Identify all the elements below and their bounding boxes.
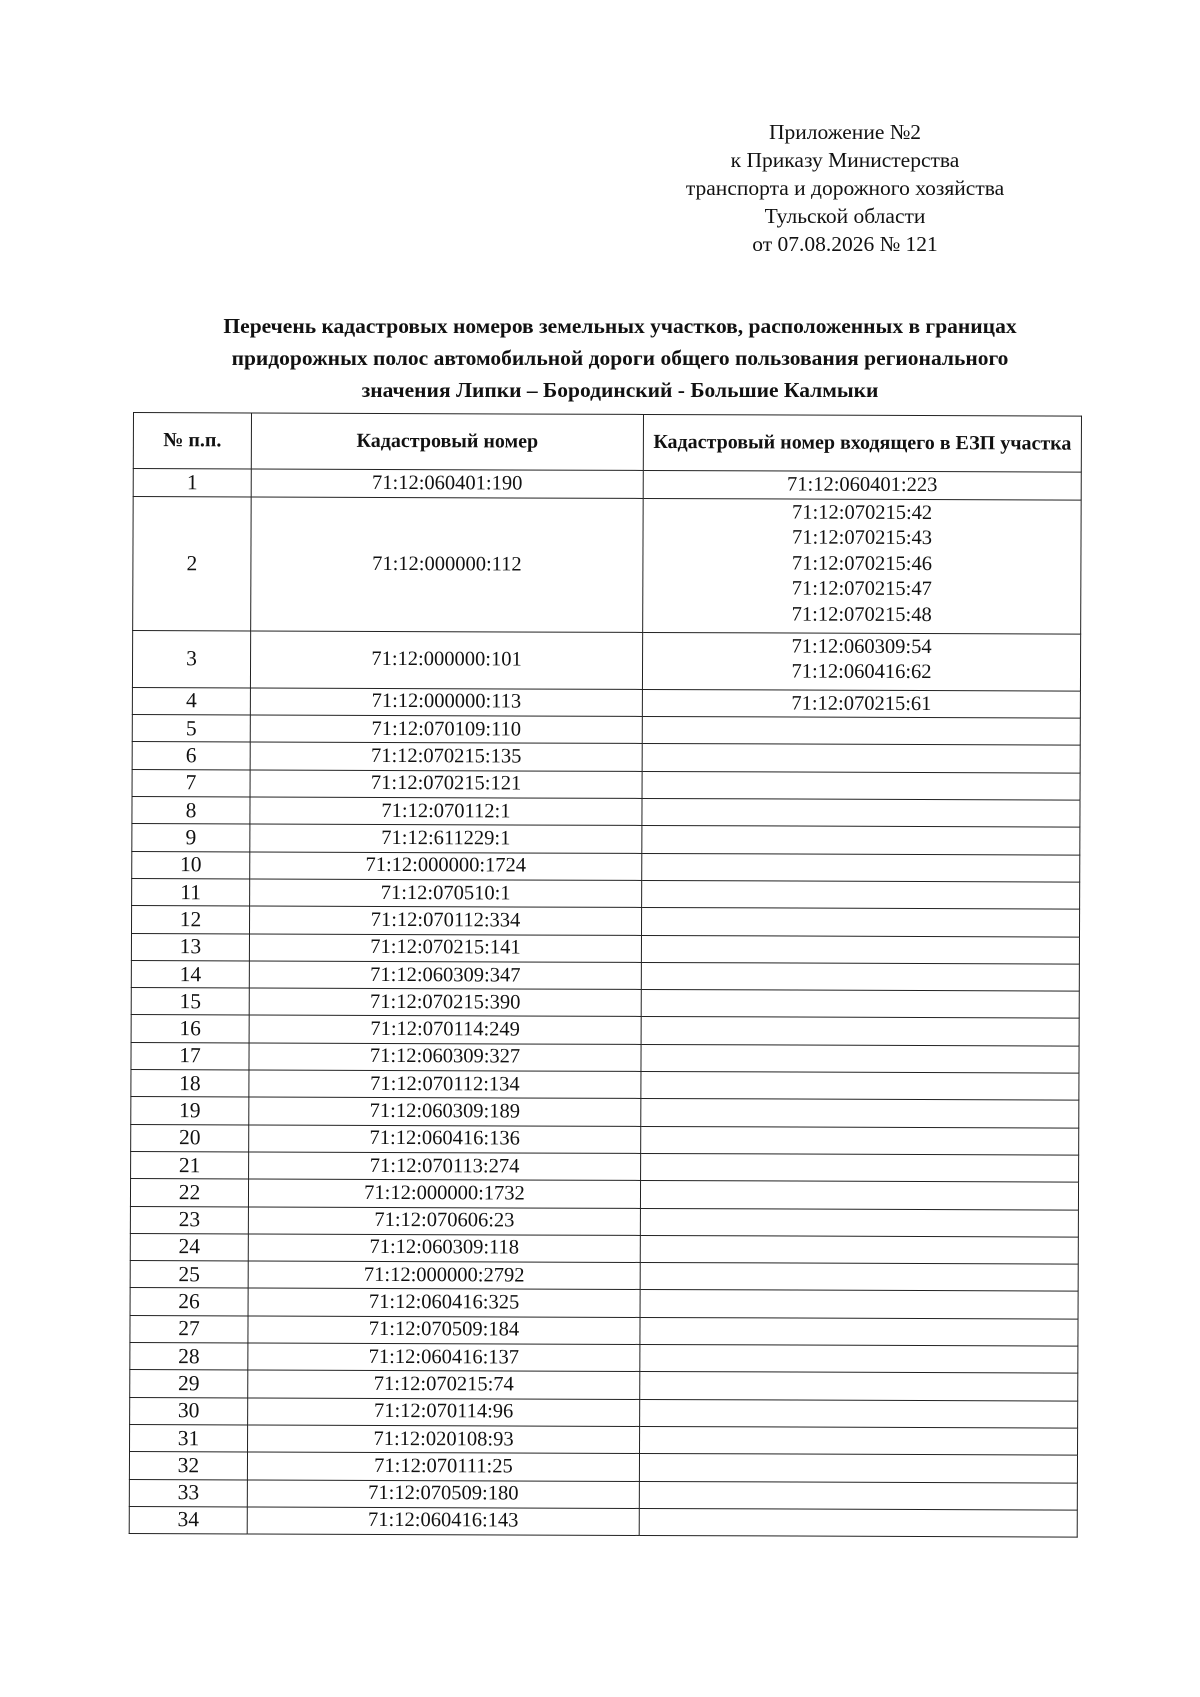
table-row <box>129 1479 1077 1510</box>
cadastral-table-container <box>129 412 1082 1538</box>
ezp-cell <box>641 1044 1079 1073</box>
ezp-cell <box>641 1126 1079 1155</box>
ezp-cell <box>640 1317 1078 1346</box>
cadastral-table <box>129 412 1082 1538</box>
table-row <box>130 1288 1078 1319</box>
ezp-cell <box>639 1508 1077 1537</box>
table-row <box>130 1233 1078 1264</box>
cadastral-number-cell: 71:12:060309:189 <box>249 1097 641 1126</box>
row-number-cell: 9 <box>132 824 250 852</box>
cadastral-number-cell: 71:12:070510:1 <box>250 879 642 908</box>
table-row <box>129 1506 1077 1537</box>
row-number-cell: 15 <box>131 988 249 1016</box>
row-number-cell: 13 <box>131 933 249 961</box>
cadastral-number-cell: 71:12:070215:74 <box>248 1370 640 1399</box>
appendix-line: транспорта и дорожного хозяйства <box>685 176 1005 200</box>
cadastral-number-cell: 71:12:060309:327 <box>249 1043 641 1072</box>
ezp-cadastral-number: 71:12:060416:62 <box>791 660 932 684</box>
table-row <box>130 1424 1078 1455</box>
ezp-cell <box>640 1181 1078 1210</box>
table-row <box>131 1070 1079 1101</box>
row-number-cell: 3 <box>132 630 250 687</box>
cadastral-number-cell: 71:12:070112:1 <box>250 797 642 826</box>
table-row <box>133 469 1081 500</box>
cadastral-number-cell: 71:12:070111:25 <box>247 1452 639 1481</box>
ezp-cadastral-number: 71:12:070215:42 <box>792 501 933 524</box>
column-header-ezp: Кадастровый номер входящего в ЕЗП участка <box>643 414 1081 472</box>
ezp-cell <box>642 880 1080 909</box>
table-row <box>130 1261 1078 1292</box>
row-number-cell: 26 <box>130 1288 248 1316</box>
cadastral-number-cell: 71:12:060401:190 <box>251 469 643 498</box>
cadastral-number-cell: 71:12:000000:112 <box>251 497 644 633</box>
cadastral-number-cell: 71:12:060416:137 <box>248 1343 640 1372</box>
row-number-cell: 6 <box>132 742 250 770</box>
row-number-cell: 4 <box>132 687 250 715</box>
ezp-cell <box>643 498 1082 634</box>
ezp-cell <box>640 1290 1078 1319</box>
ezp-cell <box>640 1263 1078 1292</box>
ezp-cadastral-number: 71:12:070215:43 <box>791 526 933 550</box>
table-row <box>131 960 1079 991</box>
appendix-header <box>610 118 1080 258</box>
row-number-cell: 8 <box>132 797 250 825</box>
cadastral-number-cell: 71:12:060309:347 <box>249 961 641 990</box>
ezp-cell <box>641 1072 1079 1101</box>
row-number-cell: 16 <box>131 1015 249 1043</box>
ezp-cell <box>640 1426 1078 1455</box>
title-line: Перечень кадастровых номеров земельных участков, расположенных в границах <box>223 314 1017 338</box>
table-row <box>132 769 1080 800</box>
table-row <box>129 1452 1077 1483</box>
ezp-cadastral-number: 71:12:070215:47 <box>791 577 932 601</box>
cadastral-number-cell: 71:12:000000:113 <box>250 688 642 717</box>
appendix-line: Тульской области <box>764 204 926 228</box>
ezp-cell <box>642 799 1080 828</box>
row-number-cell: 11 <box>132 878 250 906</box>
cadastral-number-cell: 71:12:070509:180 <box>247 1479 639 1508</box>
column-header-cadastral: Кадастровый номер <box>251 413 643 471</box>
row-number-cell: 32 <box>129 1452 247 1480</box>
table-row <box>130 1206 1078 1237</box>
cadastral-number-cell: 71:12:070606:23 <box>248 1206 640 1235</box>
table-row <box>130 1343 1078 1374</box>
title-line: придорожных полос автомобильной дороги общего пользования регионального <box>231 346 1009 370</box>
cadastral-number-cell: 71:12:000000:101 <box>250 631 642 690</box>
cadastral-number-cell: 71:12:060416:136 <box>249 1125 641 1154</box>
ezp-cell <box>643 470 1081 499</box>
ezp-cell <box>639 1454 1077 1483</box>
cadastral-number-cell: 71:12:070215:390 <box>249 988 641 1017</box>
row-number-cell: 28 <box>130 1343 248 1371</box>
cadastral-number-cell: 71:12:070509:184 <box>248 1316 640 1345</box>
ezp-cell <box>640 1235 1078 1264</box>
table-row <box>130 1370 1078 1401</box>
table-row <box>133 496 1082 634</box>
table-row <box>130 1397 1078 1428</box>
row-number-cell: 17 <box>131 1042 249 1070</box>
ezp-cadastral-number: 71:12:070215:61 <box>791 692 932 715</box>
row-number-cell: 19 <box>131 1097 249 1125</box>
row-number-cell: 12 <box>131 906 249 934</box>
row-number-cell: 31 <box>130 1424 248 1452</box>
ezp-cell <box>642 744 1080 773</box>
table-row <box>131 1042 1079 1073</box>
row-number-cell: 27 <box>130 1315 248 1343</box>
cadastral-number-cell: 71:12:070114:96 <box>248 1398 640 1427</box>
row-number-cell: 22 <box>130 1179 248 1207</box>
row-number-cell: 21 <box>131 1151 249 1179</box>
row-number-cell: 10 <box>132 851 250 879</box>
table-row <box>131 988 1079 1019</box>
table-row <box>131 1097 1079 1128</box>
cadastral-number-cell: 71:12:000000:2792 <box>248 1261 640 1290</box>
ezp-cell <box>639 1481 1077 1510</box>
ezp-cell <box>641 962 1079 991</box>
row-number-cell: 2 <box>133 496 252 630</box>
row-number-cell: 5 <box>132 715 250 743</box>
cadastral-number-cell: 71:12:060416:325 <box>248 1288 640 1317</box>
ezp-cadastral-number: 71:12:060309:54 <box>791 635 932 658</box>
cadastral-number-cell: 71:12:070112:134 <box>249 1070 641 1099</box>
ezp-cell <box>641 1099 1079 1128</box>
ezp-cadastral-number: 71:12:070215:46 <box>791 552 933 575</box>
row-number-cell: 25 <box>130 1261 248 1289</box>
ezp-cell <box>642 689 1080 718</box>
row-number-cell: 7 <box>132 769 250 797</box>
ezp-cell <box>640 1399 1078 1428</box>
row-number-cell: 24 <box>130 1233 248 1261</box>
table-row <box>131 906 1079 937</box>
table-row <box>132 824 1080 855</box>
table-body <box>129 469 1081 1538</box>
row-number-cell: 14 <box>131 960 249 988</box>
ezp-cell <box>641 908 1079 937</box>
table-row <box>132 878 1080 909</box>
ezp-cell <box>641 1017 1079 1046</box>
ezp-cell <box>641 935 1079 964</box>
cadastral-number-cell: 71:12:020108:93 <box>248 1425 640 1454</box>
title-line: значения Липки – Бородинский - Большие Калмыки <box>361 378 879 402</box>
table-row <box>131 1015 1079 1046</box>
table-row <box>132 851 1080 882</box>
table-row <box>132 797 1080 828</box>
table-row <box>132 715 1080 746</box>
table-row <box>132 742 1080 773</box>
row-number-cell: 23 <box>130 1206 248 1234</box>
appendix-date-line: от 07.08.2026 № 121 <box>752 232 938 256</box>
cadastral-number-cell: 71:12:070114:249 <box>249 1015 641 1044</box>
row-number-cell: 18 <box>131 1070 249 1098</box>
cadastral-number-cell: 71:12:611229:1 <box>250 824 642 853</box>
ezp-cell <box>642 826 1080 855</box>
row-number-cell: 1 <box>133 469 251 497</box>
cadastral-number-cell: 71:12:070215:121 <box>250 770 642 799</box>
cadastral-number-cell: 71:12:000000:1724 <box>250 852 642 881</box>
ezp-cell <box>642 717 1080 746</box>
cadastral-number-cell: 71:12:060416:143 <box>247 1507 639 1536</box>
cadastral-number-cell: 71:12:070215:135 <box>250 742 642 771</box>
table-row <box>131 933 1079 964</box>
cadastral-number-cell: 71:12:070215:141 <box>249 934 641 963</box>
ezp-cell <box>640 1208 1078 1237</box>
row-number-cell: 29 <box>130 1370 248 1398</box>
ezp-cell <box>640 1344 1078 1373</box>
cadastral-number-cell: 71:12:000000:1732 <box>248 1179 640 1208</box>
table-row <box>132 630 1080 691</box>
column-header-number: № п.п. <box>133 413 251 469</box>
appendix-line: к Приказу Министерства <box>730 148 960 172</box>
table-row <box>131 1151 1079 1182</box>
row-number-cell: 33 <box>129 1479 247 1507</box>
cadastral-number-cell: 71:12:070112:334 <box>249 906 641 935</box>
ezp-cell <box>640 1372 1078 1401</box>
cadastral-number-cell: 71:12:070113:274 <box>249 1152 641 1181</box>
cadastral-number-cell: 71:12:070109:110 <box>250 715 642 744</box>
row-number-cell: 20 <box>131 1124 249 1152</box>
ezp-cell <box>642 853 1080 882</box>
ezp-cell <box>642 632 1080 691</box>
table-header-row <box>133 413 1081 473</box>
document-title <box>150 310 1090 406</box>
ezp-cell <box>641 990 1079 1019</box>
ezp-cell <box>642 771 1080 800</box>
table-row <box>131 1124 1079 1155</box>
row-number-cell: 34 <box>129 1506 247 1534</box>
ezp-cadastral-number: 71:12:070215:48 <box>791 603 932 627</box>
ezp-cell <box>641 1153 1079 1182</box>
row-number-cell: 30 <box>130 1397 248 1425</box>
appendix-line: Приложение №2 <box>768 120 922 144</box>
table-row <box>130 1179 1078 1210</box>
table-row <box>132 687 1080 718</box>
table-row <box>130 1315 1078 1346</box>
cadastral-number-cell: 71:12:060309:118 <box>248 1234 640 1263</box>
ezp-cadastral-number: 71:12:060401:223 <box>787 473 938 497</box>
